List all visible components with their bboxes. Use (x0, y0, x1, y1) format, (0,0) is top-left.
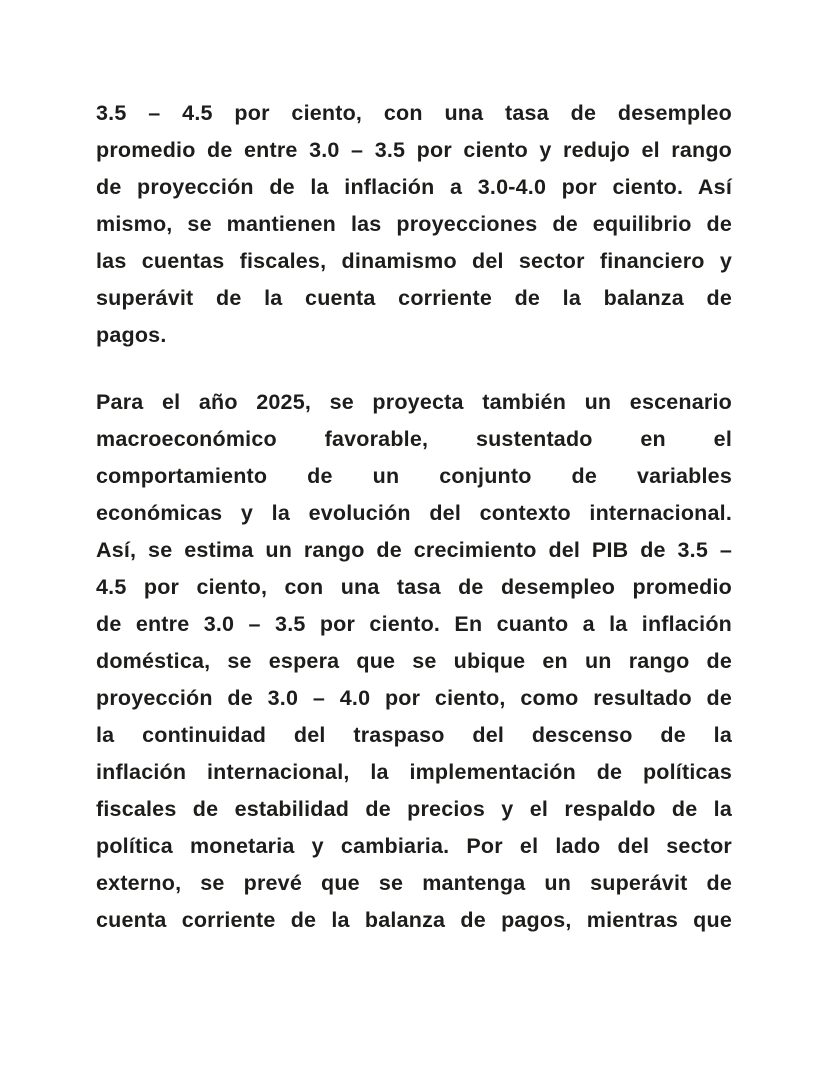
paragraph-2 (96, 384, 732, 939)
text-line: 3.5 – 4.5 por ciento, con una tasa de desempleo (96, 101, 732, 125)
text-line: de proyección de la inflación a 3.0-4.0 por ciento. Así (96, 175, 732, 199)
text-line: inflación internacional, la implementación de políticas (96, 760, 732, 784)
text-line: las cuentas fiscales, dinamismo del sector financiero y (96, 249, 732, 273)
text-line: Para el año 2025, se proyecta también un escenario (96, 390, 732, 414)
text-line: la continuidad del traspaso del descenso de la (96, 723, 732, 747)
text-line: Así, se estima un rango de crecimiento del PIB de 3.5 – (96, 538, 732, 562)
text-line: de entre 3.0 – 3.5 por ciento. En cuanto a la inflación (96, 612, 732, 636)
text-line: promedio de entre 3.0 – 3.5 por ciento y redujo el rango (96, 138, 732, 162)
text-line: fiscales de estabilidad de precios y el respaldo de la (96, 797, 732, 821)
text-line: doméstica, se espera que se ubique en un rango de (96, 649, 732, 673)
paragraph-1 (96, 95, 732, 354)
text-line: macroeconómico favorable, sustentado en el (96, 427, 732, 451)
text-line: 4.5 por ciento, con una tasa de desempleo promedio (96, 575, 732, 599)
text-line: mismo, se mantienen las proyecciones de equilibrio de (96, 212, 732, 236)
text-line: económicas y la evolución del contexto internacional. (96, 501, 732, 525)
text-line: pagos. (96, 323, 167, 347)
text-line: cuenta corriente de la balanza de pagos, mientras que (96, 908, 732, 932)
text-line: política monetaria y cambiaria. Por el lado del sector (96, 834, 732, 858)
text-line: externo, se prevé que se mantenga un superávit de (96, 871, 732, 895)
text-line: proyección de 3.0 – 4.0 por ciento, como resultado de (96, 686, 732, 710)
text-line: superávit de la cuenta corriente de la balanza de (96, 286, 732, 310)
text-line: comportamiento de un conjunto de variables (96, 464, 732, 488)
